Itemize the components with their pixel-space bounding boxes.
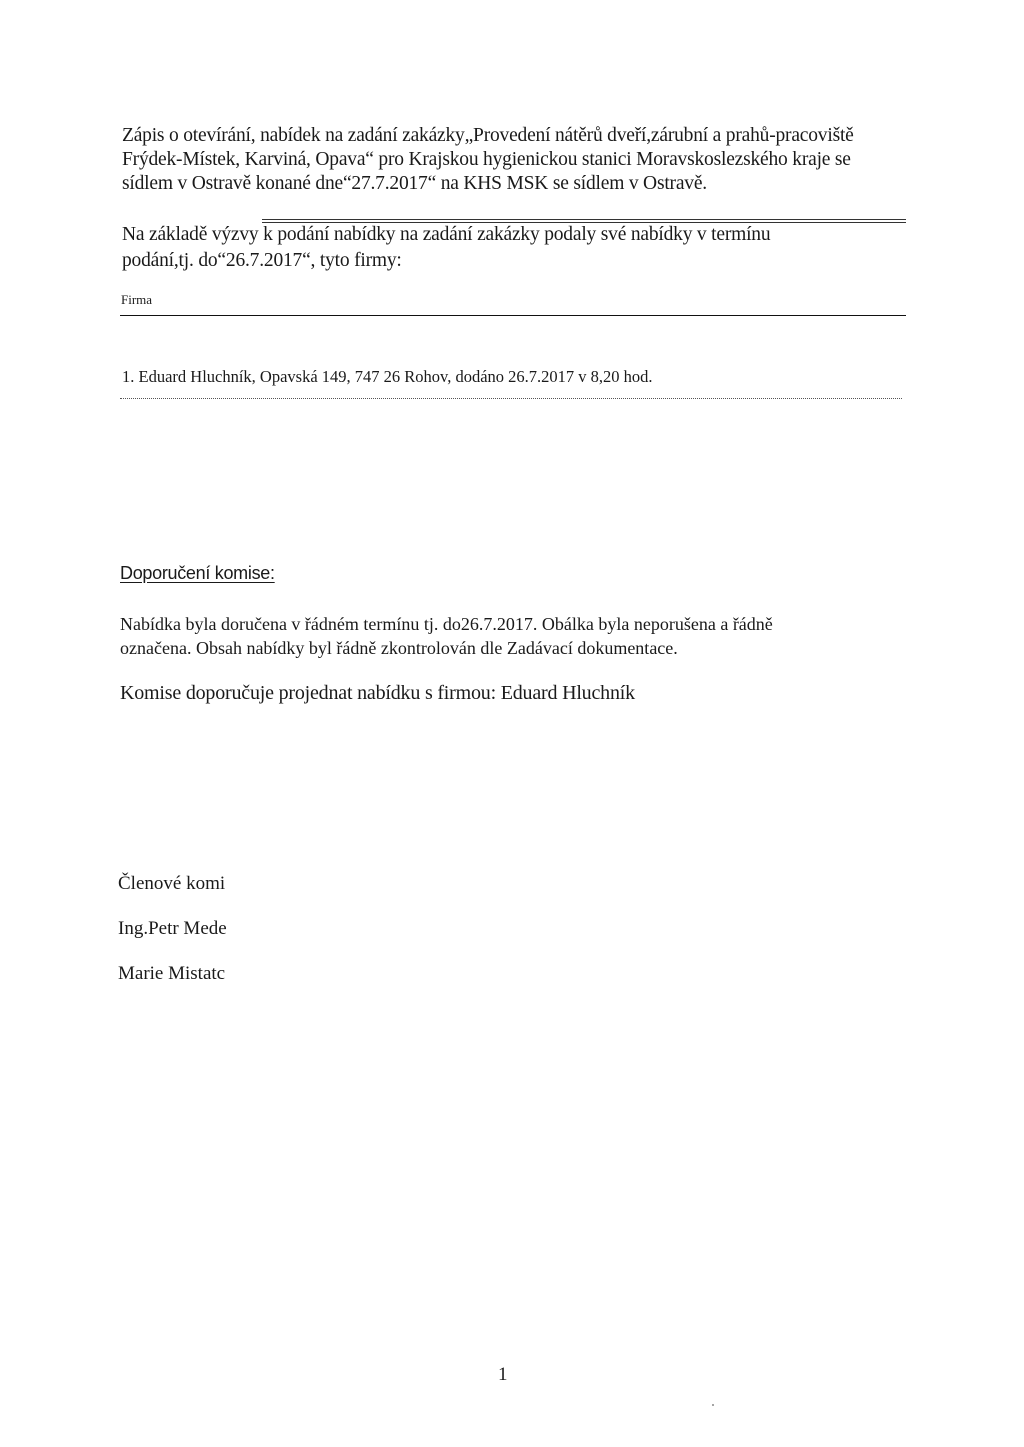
page-number: 1 [498, 1364, 508, 1385]
intro-text: Zápis o otevírání, nabídek na zadání zakázky„Provedení nátěrů dveří,zárubní a prahů-pracoviště Frýdek-Místek, Karviná, Opava“ pro Krajskou hygienickou stanici Moravskoslezského kraje se sídlem v Ostravě konané dne“27.7.2017“ na KHS MSK se sídlem v Ostravě. [122, 125, 854, 194]
submission-line-2: podání,tj. do“26.7.2017“, tyto firmy: [122, 250, 402, 271]
recommendation-final: Komise doporučuje projednat nabídku s firmou: Eduard Hluchník [120, 682, 635, 704]
firma-rule [120, 315, 906, 316]
recommendation-title: Doporučení komise: [120, 563, 275, 583]
intro-paragraph [122, 124, 882, 196]
section-rule-top [262, 219, 906, 220]
submission-paragraph [122, 222, 902, 274]
firm-entry: 1. Eduard Hluchník, Opavská 149, 747 26 Rohov, dodáno 26.7.2017 v 8,20 hod. [122, 367, 653, 386]
recommendation-body [120, 612, 890, 660]
recommendation-line-1: Nabídka byla doručena v řádném termínu tj. do26.7.2017. Obálka byla neporušena a řádně [120, 614, 773, 634]
firm-entry-dotted-rule [120, 398, 902, 399]
recommendation-line-2: označena. Obsah nabídky byl řádně zkontrolován dle Zadávací dokumentace. [120, 638, 678, 658]
submission-line-1: Na základě výzvy k podání nabídky na zadání zakázky podaly své nabídky v termínu [122, 224, 771, 245]
member-name: Ing.Petr Mede [118, 918, 227, 939]
firma-label: Firma [121, 292, 153, 307]
members-heading: Členové komi [118, 873, 226, 894]
member-name: Marie Mistatc [118, 963, 226, 984]
scan-speck [712, 1404, 714, 1406]
